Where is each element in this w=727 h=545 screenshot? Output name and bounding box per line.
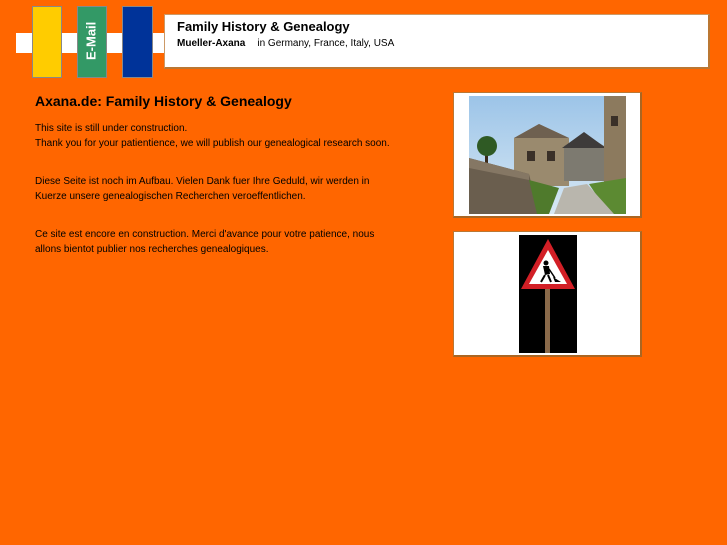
village-photo-frame — [453, 92, 642, 218]
logo-blue-bar — [122, 6, 153, 78]
german-text: Diese Seite ist noch im Aufbau. Vielen Dank fuer Ihre Geduld, wir werden in Kuerze unsere genealogischen Recherchen veroeffentlichen. — [35, 176, 370, 202]
construction-sign-photo — [519, 235, 577, 353]
village-photo — [469, 96, 626, 214]
header-subtitle — [177, 38, 394, 49]
main-content — [35, 92, 395, 281]
page-heading: Axana.de: Family History & Genealogy — [35, 93, 292, 109]
header-box — [164, 14, 710, 69]
english-line-1: This site is still under construction. — [35, 123, 188, 134]
email-link[interactable]: E-Mail — [83, 21, 99, 61]
header-title: Family History & Genealogy — [177, 19, 350, 34]
logo-graphic — [0, 0, 170, 80]
header-locations: in Germany, France, Italy, USA — [257, 38, 395, 49]
logo-yellow-bar — [32, 6, 62, 78]
english-line-2: Thank you for your patientience, we will publish our genealogical research soon. — [35, 137, 390, 149]
french-text: Ce site est encore en construction. Merci d'avance pour votre patience, nous allons bientot publier nos recherches genealogiques. — [35, 229, 375, 255]
construction-sign-frame — [453, 231, 642, 357]
english-text — [35, 122, 395, 151]
family-name: Mueller-Axana — [177, 38, 246, 49]
